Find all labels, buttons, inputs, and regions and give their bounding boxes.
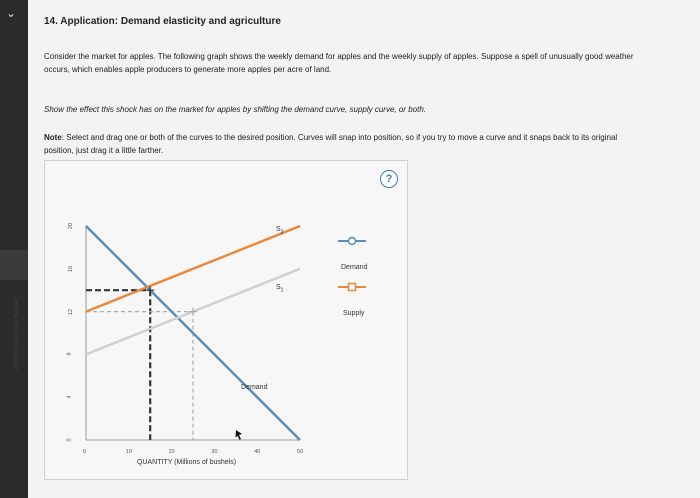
help-icon[interactable]: ? [380,170,398,188]
s1-curve-label: $S_1$ [276,284,284,294]
x-tick-label: 0 [83,449,87,455]
demand-curve-label: Demand [241,384,268,391]
y-tick-label: 0 [66,438,73,442]
y-tick-label: 12 [68,308,75,315]
x-tick-label: 50 [297,449,304,455]
side-strip-band [0,250,28,280]
legend-demand-tool[interactable] [338,238,366,245]
y-tick-label: 4 [66,395,73,399]
y-tick-label: 16 [68,265,75,272]
x-tick-label: 20 [168,449,175,455]
y-axis-label: PRICE (Dollars per bushel) [14,297,20,370]
legend-supply-label: Supply [343,310,365,317]
x-tick-label: 10 [125,449,132,455]
question-intro: Consider the market for apples. The following graph shows the weekly demand for apples and the weekly supply of apples. Suppose a spell of unusually good weather occurs, which enables apple producers to generate more apples per acre of land. [44,52,634,74]
note-text: : Select and drag one or both of the curves to the desired position. Curves will snap into position, so if you try to move a curve and it snaps back to its original position, just drag it a little farther. [44,133,618,155]
chevron-down-icon[interactable]: ⌄ [6,6,17,20]
legend-supply-tool[interactable] [338,284,366,291]
y-tick-label: 20 [68,222,75,230]
question-note [44,131,644,157]
legend-demand-label: Demand [341,264,368,271]
s2-curve-label: $S_2$ [276,226,284,236]
question-title: 14. Application: Demand elasticity and agriculture [44,16,281,27]
x-axis-label: QUANTITY (Millions of bushels) [137,459,237,466]
y-tick-label: 8 [66,352,73,356]
browser-side-strip [0,0,28,498]
x-tick-label: 40 [254,449,261,455]
question-instruction: Show the effect this shock has on the market for apples by shifting the demand curve, supply curve, or both. [44,105,426,114]
x-tick-label: 30 [211,449,218,455]
note-label: Note [44,133,62,142]
